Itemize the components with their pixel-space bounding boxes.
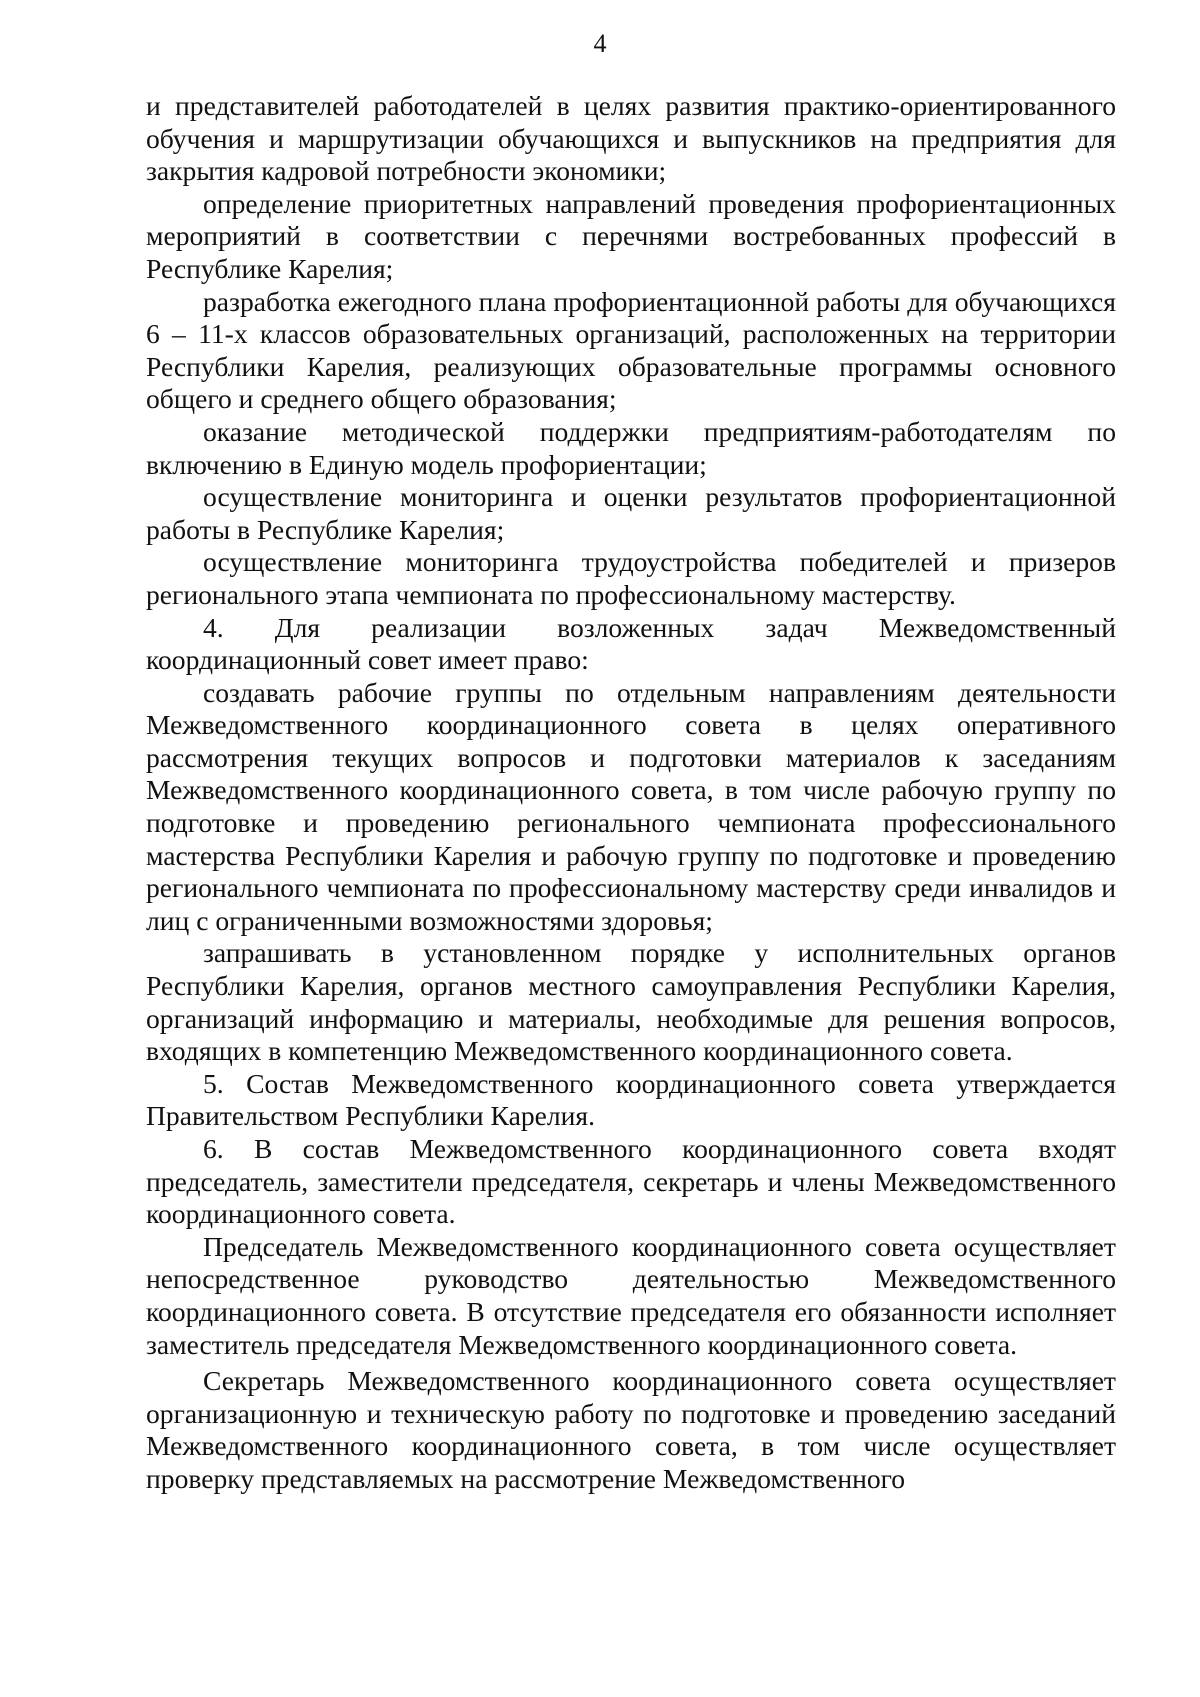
paragraph-priority-directions: определение приоритетных направлений проведения профориентационных мероприятий в соответствии с перечнями востребованных профессий в Республике Карелия; <box>146 187 1116 284</box>
paragraph-monitoring-employment: осуществление мониторинга трудоустройства победителей и призеров регионального этапа чемпионата по профессиональному мастерству. <box>146 546 1116 610</box>
paragraph-section-5: 5. Состав Межведомственного координационного совета утверждается Правительством Республики Карелия. <box>146 1067 1116 1132</box>
page-number: 4 <box>593 29 607 58</box>
paragraph-methodical-support: оказание методической поддержки предприятиям-работодателям по включению в Единую модель профориентации; <box>146 415 1116 480</box>
paragraph-continuation: и представителей работодателей в целях развития практико-ориентированного обучения и маршрутизации обучающихся и выпускников на предприятия для закрытия кадровой потребности экономики; <box>146 90 1116 187</box>
paragraph-section-4: 4. Для реализации возложенных задач Межведомственный координационный совет имеет право: <box>146 611 1116 676</box>
paragraph-chairman: Председатель Межведомственного координационного совета осуществляет непосредственное руководство деятельностью Межведомственного координационного совета. В отсутствие председателя его обязанности исполняет заместитель председателя Межведомственного координационного совета. <box>146 1230 1116 1360</box>
paragraph-monitoring-results: осуществление мониторинга и оценки результатов профориентационной работы в Республике Карелия; <box>146 481 1116 545</box>
paragraph-working-groups: создавать рабочие группы по отдельным направлениям деятельности Межведомственного координационного совета в целях оперативного рассмотрения текущих вопросов и подготовки материалов к заседаниям Межведомственного координационного совета, в том числе рабочую группу по подготовке и проведению регионального чемпионата профессионального мастерства Республики Карелия и рабочую группу по подготовке и проведению регионального чемпионата по профессиональному мастерству среди инвалидов и лиц с ограниченными возможностями здоровья; <box>146 676 1116 936</box>
paragraph-section-6: 6. В состав Межведомственного координационного совета входят председатель, заместители председателя, секретарь и члены Межведомственного координационного совета. <box>146 1133 1116 1230</box>
document-body <box>146 90 1116 1496</box>
paragraph-secretary: Секретарь Межведомственного координационного совета осуществляет организационную и техническую работу по подготовке и проведению заседаний Межведомственного координационного совета, в том числе осуществляет проверку представляемых на рассмотрение Межведомственного <box>146 1365 1116 1494</box>
paragraph-request-information: запрашивать в установленном порядке у исполнительных органов Республики Карелия, органов местного самоуправления Республики Карелия, организаций информацию и материалы, необходимые для решения вопросов, входящих в компетенцию Межведомственного координационного совета. <box>146 937 1116 1067</box>
paragraph-annual-plan: разработка ежегодного плана профориентационной работы для обучающихся 6 – 11-х классов образовательных организаций, расположенных на территории Республики Карелия, реализующих образовательные программы основного общего и среднего общего образования; <box>146 285 1116 415</box>
